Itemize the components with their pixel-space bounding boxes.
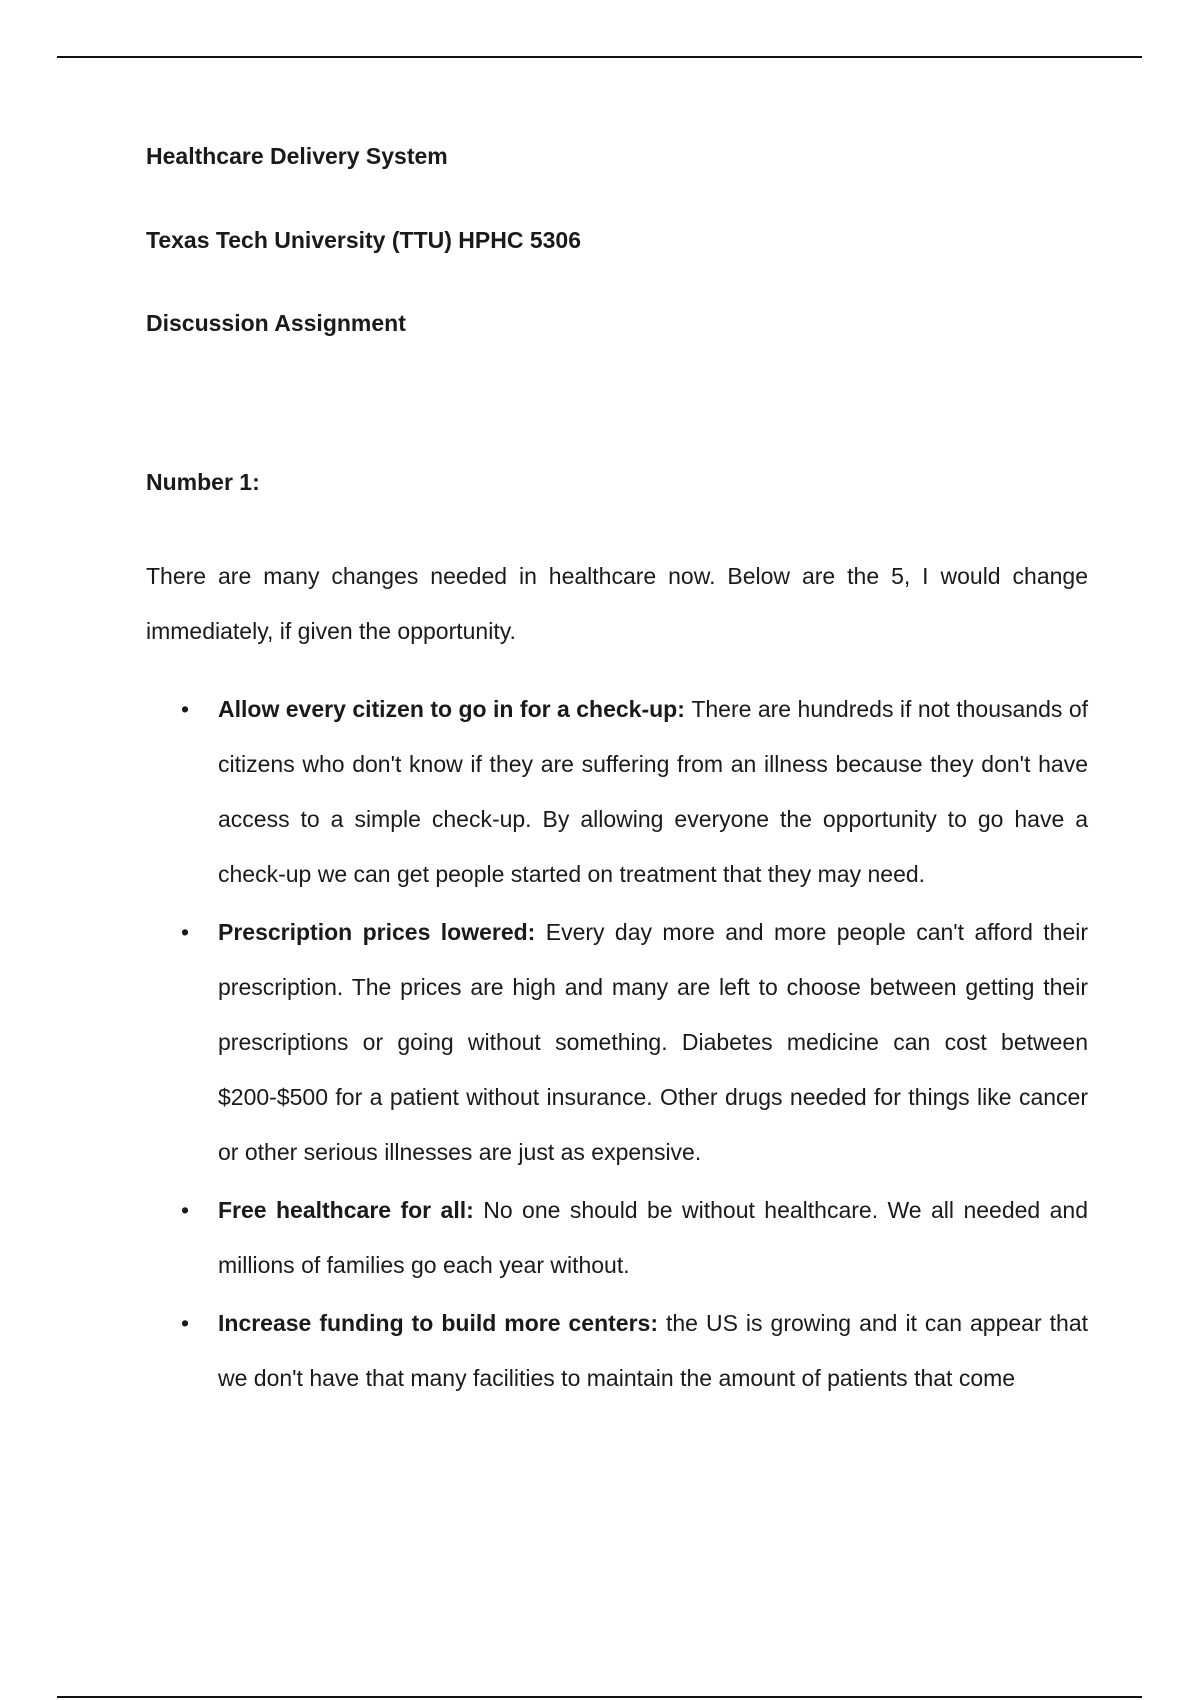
section-heading: Number 1:	[146, 469, 260, 495]
list-item-title: Allow every citizen to go in for a check-up:	[218, 696, 692, 722]
assignment-type: Discussion Assignment	[146, 310, 406, 336]
intro-paragraph: There are many changes needed in healthcare now. Below are the 5, I would change immediately, if given the opportunity.	[146, 563, 1088, 644]
list-item	[146, 1183, 1088, 1293]
changes-list	[146, 682, 1088, 1406]
course-name: Texas Tech University (TTU) HPHC 5306	[146, 227, 582, 253]
list-item-text: Every day more and more people can't afford their prescription. The prices are high and many are left to choose between getting their prescriptions or going without something. Diabetes medicine can cost between $200-$500 for a patient without insurance. Other drugs needed for things like cancer or other serious illnesses are just as expensive.	[218, 919, 1089, 1165]
list-item-text: No one should be without healthcare. We all needed and millions of families go each year without.	[218, 1197, 1088, 1278]
bullet-icon: •	[181, 1310, 190, 1336]
list-item	[146, 1296, 1088, 1406]
top-divider	[57, 56, 1142, 58]
bullet-icon: •	[181, 1197, 190, 1223]
list-item-text: the US is growing and it can appear that we don't have that many facilities to maintain the amount of patients that come	[218, 1310, 1088, 1391]
list-item-text: There are hundreds if not thousands of citizens who don't know if they are suffering from an illness because they don't have access to a simple check-up. By allowing everyone the opportunity to go have a check-up we can get people started on treatment that they may need.	[218, 696, 1089, 887]
list-item-title: Prescription prices lowered:	[218, 919, 546, 945]
list-item	[146, 905, 1088, 1180]
bullet-icon: •	[181, 919, 190, 945]
bullet-icon: •	[181, 696, 190, 722]
document-body	[146, 140, 1088, 1409]
list-item	[146, 682, 1088, 902]
bottom-divider	[57, 1696, 1142, 1698]
list-item-title: Free healthcare for all:	[218, 1197, 484, 1223]
document-title: Healthcare Delivery System	[146, 143, 448, 169]
list-item-title: Increase funding to build more centers:	[218, 1310, 666, 1336]
